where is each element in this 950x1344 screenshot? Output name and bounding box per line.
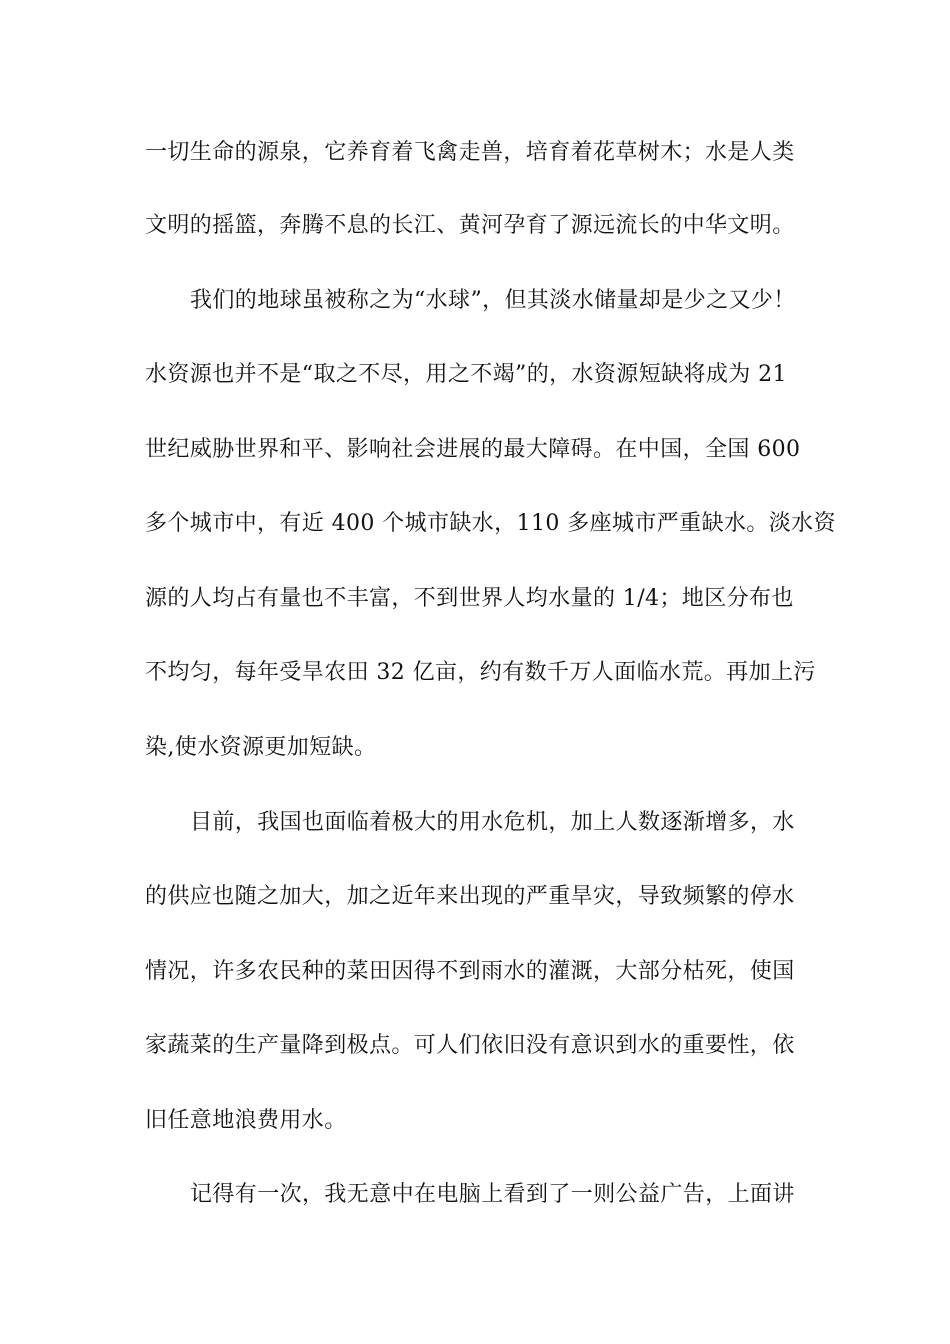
text-line: 旧任意地浪费用水。 <box>145 1108 347 1133</box>
paragraph-start-line: 记得有一次，我无意中在电脑上看到了一则公益广告，上面讲 <box>190 1182 795 1207</box>
text-line: 多个城市中，有近 400 个城市缺水，110 多座城市严重缺水。淡水资 <box>145 511 836 536</box>
text-line: 源的人均占有量也不丰富，不到世界人均水量的 1/4；地区分布也 <box>145 586 794 611</box>
text-line: 一切生命的源泉，它养育着飞禽走兽，培育着花草树木；水是人类 <box>145 140 795 165</box>
text-line: 文明的摇篮，奔腾不息的长江、黄河孕育了源远流长的中华文明。 <box>145 213 795 238</box>
paragraph-start-line: 我们的地球虽被称之为“水球”，但其淡水储量却是少之又少！ <box>190 288 796 313</box>
text-line: 不均匀，每年受旱农田 32 亿亩，约有数千万人面临水荒。再加上污 <box>145 660 816 685</box>
paragraph-start-line: 目前，我国也面临着极大的用水危机，加上人数逐渐增多，水 <box>190 810 795 835</box>
text-line: 情况，许多农民种的菜田因得不到雨水的灌溉，大部分枯死，使国 <box>145 959 795 984</box>
text-line: 家蔬菜的生产量降到极点。可人们依旧没有意识到水的重要性，依 <box>145 1033 795 1058</box>
text-line: 染,使水资源更加短缺。 <box>145 735 377 760</box>
text-line: 世纪威胁世界和平、影响社会进展的最大障碍。在中国，全国 600 <box>145 437 801 462</box>
text-line: 水资源也并不是“取之不尽，用之不竭”的，水资源短缺将成为 21 <box>145 362 787 387</box>
text-line: 的供应也随之加大，加之近年来出现的严重旱灾，导致频繁的停水 <box>145 884 795 909</box>
